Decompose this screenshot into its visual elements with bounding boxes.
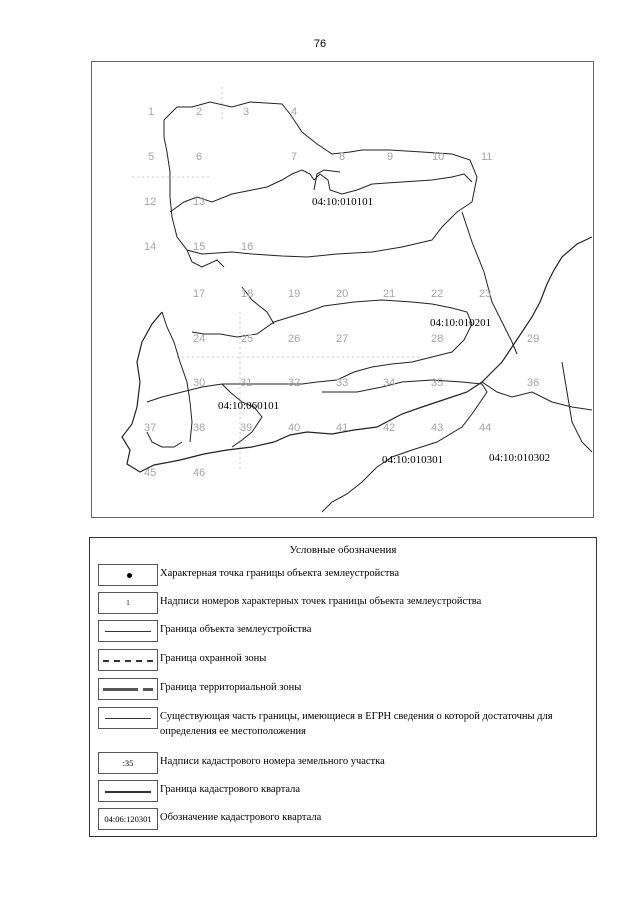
legend-text: Надписи кадастрового номера земельного участка <box>160 756 385 767</box>
legend-text: Граница кадастрового квартала <box>160 784 301 795</box>
grid-label: 17 <box>193 288 206 300</box>
grid-label: 25 <box>241 333 254 345</box>
quarter-label: 04:10:010201 <box>430 317 492 329</box>
legend-text: Граница охранной зоны <box>160 653 267 664</box>
grid-label: 1 <box>148 106 155 118</box>
grid-label: 22 <box>431 288 444 300</box>
grid-label: 37 <box>144 422 157 434</box>
grid-label: 18 <box>241 288 254 300</box>
grid-label: 39 <box>240 422 253 434</box>
grid-label: 33 <box>336 377 349 389</box>
grid-label: 3 <box>243 106 250 118</box>
grid-label: 12 <box>144 196 157 208</box>
grid-label: 11 <box>481 151 493 163</box>
legend-text: Граница территориальной зоны <box>160 682 302 693</box>
grid-label: 20 <box>336 288 349 300</box>
grid-label: 31 <box>240 377 253 389</box>
legend-text: Существующая часть границы, имеющиеся в ЕГРН сведения о которой достаточны для определения ее местоположения <box>160 711 553 737</box>
grid-label: 32 <box>288 377 301 389</box>
quarter-line-symbol <box>98 780 158 802</box>
quarter-label: 04:10:010101 <box>312 196 374 208</box>
long-dash-line-symbol <box>98 678 158 700</box>
grid-label: 21 <box>383 288 396 300</box>
grid-label: 9 <box>387 151 394 163</box>
symbol-text: 04:06:120301 <box>104 814 152 824</box>
grid-label: 14 <box>144 241 157 253</box>
grid-label: 42 <box>383 422 396 434</box>
existing-line-symbol <box>98 707 158 729</box>
grid-label: 24 <box>193 333 206 345</box>
page-number: 76 <box>313 38 327 50</box>
grid-label: 6 <box>196 151 203 163</box>
grid-label: 40 <box>288 422 301 434</box>
quarter-number-symbol <box>98 808 158 830</box>
grid-label: 34 <box>383 377 396 389</box>
legend-text: Характерная точка границы объекта землеустройства <box>160 568 399 579</box>
point-dot-symbol <box>98 564 158 586</box>
legend-title: Условные обозначения <box>289 544 397 556</box>
guide-lines <box>132 87 422 472</box>
grid-label: 10 <box>432 151 445 163</box>
legend-text: Надписи номеров характерных точек границы объекта землеустройства <box>160 596 482 607</box>
grid-label: 19 <box>288 288 301 300</box>
cadastral-map <box>91 61 594 518</box>
grid-label: 27 <box>336 333 349 345</box>
grid-label: 15 <box>193 241 206 253</box>
grid-label: 5 <box>148 151 155 163</box>
map-canvas <box>92 62 594 518</box>
grid-label: 44 <box>479 422 492 434</box>
grid-labels <box>144 106 539 479</box>
grid-label: 7 <box>291 151 298 163</box>
quarter-label: 04:10:010302 <box>489 452 551 464</box>
grid-label: 8 <box>339 151 346 163</box>
grid-label: 29 <box>527 333 540 345</box>
legend-text: Обозначение кадастрового квартала <box>160 812 322 823</box>
grid-label: 2 <box>196 106 203 118</box>
symbol-text: :35 <box>122 758 134 768</box>
boundary-line-symbol <box>98 620 158 642</box>
legend <box>89 537 597 837</box>
quarter-label: 04:10:010301 <box>382 454 444 466</box>
grid-label: 45 <box>144 467 157 479</box>
symbol-text: 1 <box>126 599 130 607</box>
grid-label: 43 <box>431 422 444 434</box>
quarter-label: 04:10:060101 <box>218 400 280 412</box>
parcel-number-symbol <box>98 752 158 774</box>
grid-label: 16 <box>241 241 254 253</box>
grid-label: 28 <box>431 333 444 345</box>
dashed-line-symbol <box>98 649 158 671</box>
grid-label: 13 <box>193 196 206 208</box>
grid-label: 38 <box>193 422 206 434</box>
boundary-lines <box>122 102 592 512</box>
grid-label: 41 <box>336 422 349 434</box>
grid-label: 36 <box>527 377 540 389</box>
grid-label: 46 <box>193 467 206 479</box>
grid-label: 23 <box>479 288 492 300</box>
point-number-symbol <box>98 592 158 614</box>
grid-label: 4 <box>291 106 298 118</box>
grid-label: 30 <box>193 377 206 389</box>
grid-label: 35 <box>431 377 444 389</box>
legend-text: Граница объекта землеустройства <box>160 624 312 635</box>
grid-label: 26 <box>288 333 301 345</box>
